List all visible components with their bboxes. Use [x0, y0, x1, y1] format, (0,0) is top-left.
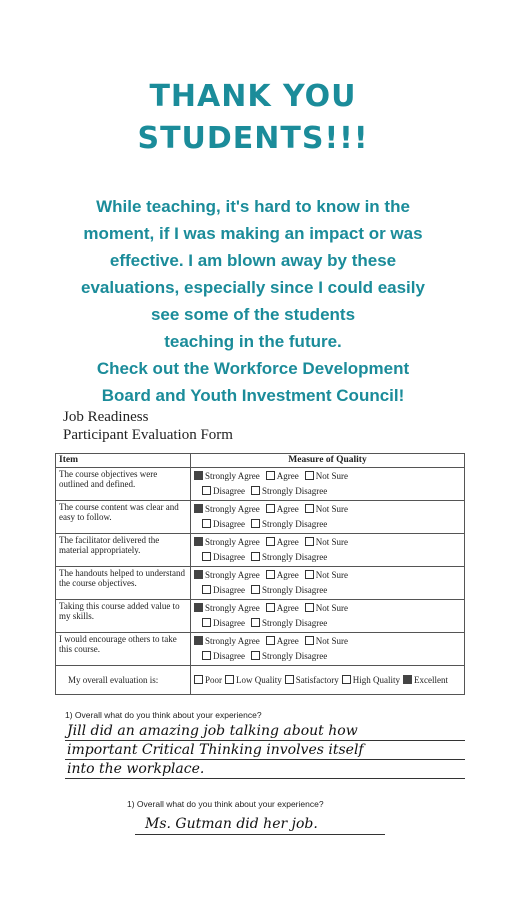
checkbox-icon [202, 651, 211, 660]
overall-evaluation-label: My overall evaluation is: [56, 666, 191, 695]
rating-option-label: Strongly Agree [205, 504, 260, 514]
evaluation-table [55, 453, 465, 695]
checkbox-icon [251, 552, 260, 561]
checkbox-icon [403, 675, 412, 684]
overall-option-label: Poor [205, 675, 223, 685]
overall-option[interactable] [403, 675, 448, 685]
rating-option-strongly-disagree[interactable] [251, 585, 327, 595]
intro-text [60, 193, 446, 409]
rating-option-agree[interactable] [266, 636, 299, 646]
checkbox-icon [202, 618, 211, 627]
rating-option-label: Agree [276, 537, 299, 547]
checkbox-icon [194, 603, 203, 612]
rating-option-strongly-agree[interactable] [194, 570, 260, 580]
intro-line: effective. I am blown away by these [109, 251, 397, 270]
overall-option-label: Low Quality [236, 675, 282, 685]
overall-evaluation-options [191, 666, 465, 695]
table-row [56, 468, 465, 501]
checkbox-icon [202, 585, 211, 594]
checkbox-icon [342, 675, 351, 684]
table-row [56, 633, 465, 666]
title-line-1: THANK YOU [149, 79, 357, 114]
rating-option-disagree[interactable] [202, 519, 245, 529]
rating-options [191, 633, 465, 666]
rating-option-label: Agree [276, 471, 299, 481]
overall-option[interactable] [194, 675, 222, 685]
rating-option-strongly-disagree[interactable] [251, 552, 327, 562]
rating-option-label: Not Sure [315, 537, 348, 547]
rating-option-label: Disagree [213, 552, 245, 562]
handwritten-answer-line: Ms. Gutman did her job. [145, 816, 318, 832]
answer-rule [135, 834, 385, 835]
question-label: 1) Overall what do you think about your experience? [65, 710, 262, 720]
rating-option-disagree[interactable] [202, 618, 245, 628]
intro-line: moment, if I was making an impact or was [83, 224, 423, 243]
title-line-2: STUDENTS!!! [137, 121, 369, 156]
rating-option-label: Strongly Agree [205, 570, 260, 580]
rating-option-label: Strongly Agree [205, 603, 260, 613]
rating-option-strongly-agree[interactable] [194, 471, 260, 481]
rating-option-not-sure[interactable] [305, 570, 348, 580]
table-row [56, 600, 465, 633]
checkbox-icon [305, 570, 314, 579]
handwritten-answer-line: important Critical Thinking involves itself [67, 742, 364, 758]
item-text: The course content was clear and easy to follow. [56, 501, 191, 534]
rating-option-strongly-disagree[interactable] [251, 519, 327, 529]
rating-option-label: Agree [276, 570, 299, 580]
checkbox-icon [251, 486, 260, 495]
rating-option-label: Strongly Agree [205, 636, 260, 646]
rating-option-label: Disagree [213, 486, 245, 496]
rating-option-label: Strongly Disagree [261, 618, 328, 628]
checkbox-icon [251, 585, 260, 594]
rating-option-label: Disagree [213, 651, 245, 661]
checkbox-icon [266, 471, 275, 480]
intro-line: see some of the students [150, 305, 356, 324]
item-text: I would encourage others to take this course. [56, 633, 191, 666]
checkbox-icon [266, 570, 275, 579]
rating-option-disagree[interactable] [202, 585, 245, 595]
overall-option-label: Satisfactory [295, 675, 339, 685]
rating-option-disagree[interactable] [202, 651, 245, 661]
checkbox-icon [266, 537, 275, 546]
item-text: The facilitator delivered the material appropriately. [56, 534, 191, 567]
form-heading [63, 408, 233, 444]
rating-option-not-sure[interactable] [305, 471, 348, 481]
intro-line: evaluations, especially since I could easily [81, 278, 425, 297]
rating-option-agree[interactable] [266, 471, 299, 481]
rating-option-strongly-agree[interactable] [194, 537, 260, 547]
rating-options [191, 501, 465, 534]
table-row [56, 501, 465, 534]
checkbox-icon [305, 636, 314, 645]
rating-option-label: Not Sure [315, 504, 348, 514]
checkbox-icon [202, 552, 211, 561]
rating-options-row [194, 517, 461, 532]
checkbox-icon [305, 504, 314, 513]
rating-option-label: Disagree [213, 618, 245, 628]
answer-rule [65, 778, 465, 779]
rating-options-row [194, 550, 461, 565]
overall-option[interactable] [342, 675, 400, 685]
rating-option-label: Disagree [213, 585, 245, 595]
rating-option-agree[interactable] [266, 603, 299, 613]
rating-option-label: Strongly Disagree [261, 552, 328, 562]
item-text: The course objectives were outlined and defined. [56, 468, 191, 501]
rating-option-label: Not Sure [315, 603, 348, 613]
rating-option-label: Strongly Disagree [261, 519, 328, 529]
table-row [56, 567, 465, 600]
overall-option-label: High Quality [352, 675, 401, 685]
overall-option-label: Excellent [414, 675, 448, 685]
rating-options [191, 567, 465, 600]
rating-option-not-sure[interactable] [305, 537, 348, 547]
table-row [56, 534, 465, 567]
checkbox-icon [266, 504, 275, 513]
rating-option-agree[interactable] [266, 504, 299, 514]
question-label: 1) Overall what do you think about your experience? [127, 799, 324, 809]
checkbox-icon [202, 486, 211, 495]
rating-option-label: Strongly Disagree [261, 486, 328, 496]
rating-options-row [194, 583, 461, 598]
rating-option-agree[interactable] [266, 537, 299, 547]
rating-option-not-sure[interactable] [305, 636, 348, 646]
rating-option-strongly-disagree[interactable] [251, 618, 327, 628]
checkbox-icon [251, 651, 260, 660]
rating-option-label: Not Sure [315, 636, 348, 646]
handwritten-answer-line: into the workplace. [67, 761, 205, 777]
rating-options [191, 600, 465, 633]
rating-options-row [194, 502, 461, 517]
rating-option-strongly-agree[interactable] [194, 603, 260, 613]
intro-line: Check out the Workforce Development [96, 359, 410, 378]
checkbox-icon [194, 504, 203, 513]
checkbox-icon [305, 471, 314, 480]
rating-option-label: Strongly Agree [205, 471, 260, 481]
checkbox-icon [225, 675, 234, 684]
column-header-item: Item [56, 454, 191, 468]
checkbox-icon [266, 603, 275, 612]
rating-option-not-sure[interactable] [305, 504, 348, 514]
overall-evaluation-row [56, 666, 465, 695]
checkbox-icon [305, 603, 314, 612]
rating-option-label: Agree [276, 504, 299, 514]
rating-options-row [194, 535, 461, 550]
rating-option-label: Strongly Agree [205, 537, 260, 547]
checkbox-icon [285, 675, 294, 684]
rating-option-label: Strongly Disagree [261, 585, 328, 595]
rating-options-row [194, 601, 461, 616]
table-header-row [56, 454, 465, 468]
form-heading-line-1: Job Readiness [63, 409, 149, 425]
rating-option-label: Not Sure [315, 570, 348, 580]
checkbox-icon [194, 570, 203, 579]
rating-options [191, 468, 465, 501]
rating-option-disagree[interactable] [202, 552, 245, 562]
rating-options-row [194, 469, 461, 484]
checkbox-icon [251, 519, 260, 528]
rating-option-disagree[interactable] [202, 486, 245, 496]
checkbox-icon [194, 636, 203, 645]
overall-option[interactable] [225, 675, 282, 685]
checkbox-icon [202, 519, 211, 528]
overall-option[interactable] [285, 675, 339, 685]
checkbox-icon [305, 537, 314, 546]
item-text: Taking this course added value to my skills. [56, 600, 191, 633]
rating-option-strongly-disagree[interactable] [251, 486, 327, 496]
rating-option-agree[interactable] [266, 570, 299, 580]
rating-option-label: Not Sure [315, 471, 348, 481]
rating-option-not-sure[interactable] [305, 603, 348, 613]
rating-options-row [194, 568, 461, 583]
rating-option-label: Disagree [213, 519, 245, 529]
rating-options [191, 534, 465, 567]
checkbox-icon [266, 636, 275, 645]
rating-options-row [194, 634, 461, 649]
rating-options-row [194, 484, 461, 499]
rating-option-strongly-agree[interactable] [194, 636, 260, 646]
handwritten-answer-line: Jill did an amazing job talking about how [67, 723, 358, 739]
rating-option-label: Agree [276, 636, 299, 646]
evaluation-form-scan [55, 405, 467, 855]
intro-line: Board and Youth Investment Council! [101, 386, 405, 405]
intro-line: While teaching, it's hard to know in the [96, 197, 410, 216]
rating-options-row [194, 616, 461, 631]
page-title [0, 76, 506, 160]
checkbox-icon [251, 618, 260, 627]
column-header-measure: Measure of Quality [191, 454, 465, 468]
checkbox-icon [194, 675, 203, 684]
checkbox-icon [194, 537, 203, 546]
rating-option-strongly-agree[interactable] [194, 504, 260, 514]
checkbox-icon [194, 471, 203, 480]
rating-options-row [194, 649, 461, 664]
rating-option-label: Agree [276, 603, 299, 613]
item-text: The handouts helped to understand the course objectives. [56, 567, 191, 600]
intro-line: teaching in the future. [164, 332, 342, 351]
form-heading-line-2: Participant Evaluation Form [63, 427, 233, 443]
rating-option-label: Strongly Disagree [261, 651, 328, 661]
rating-option-strongly-disagree[interactable] [251, 651, 327, 661]
